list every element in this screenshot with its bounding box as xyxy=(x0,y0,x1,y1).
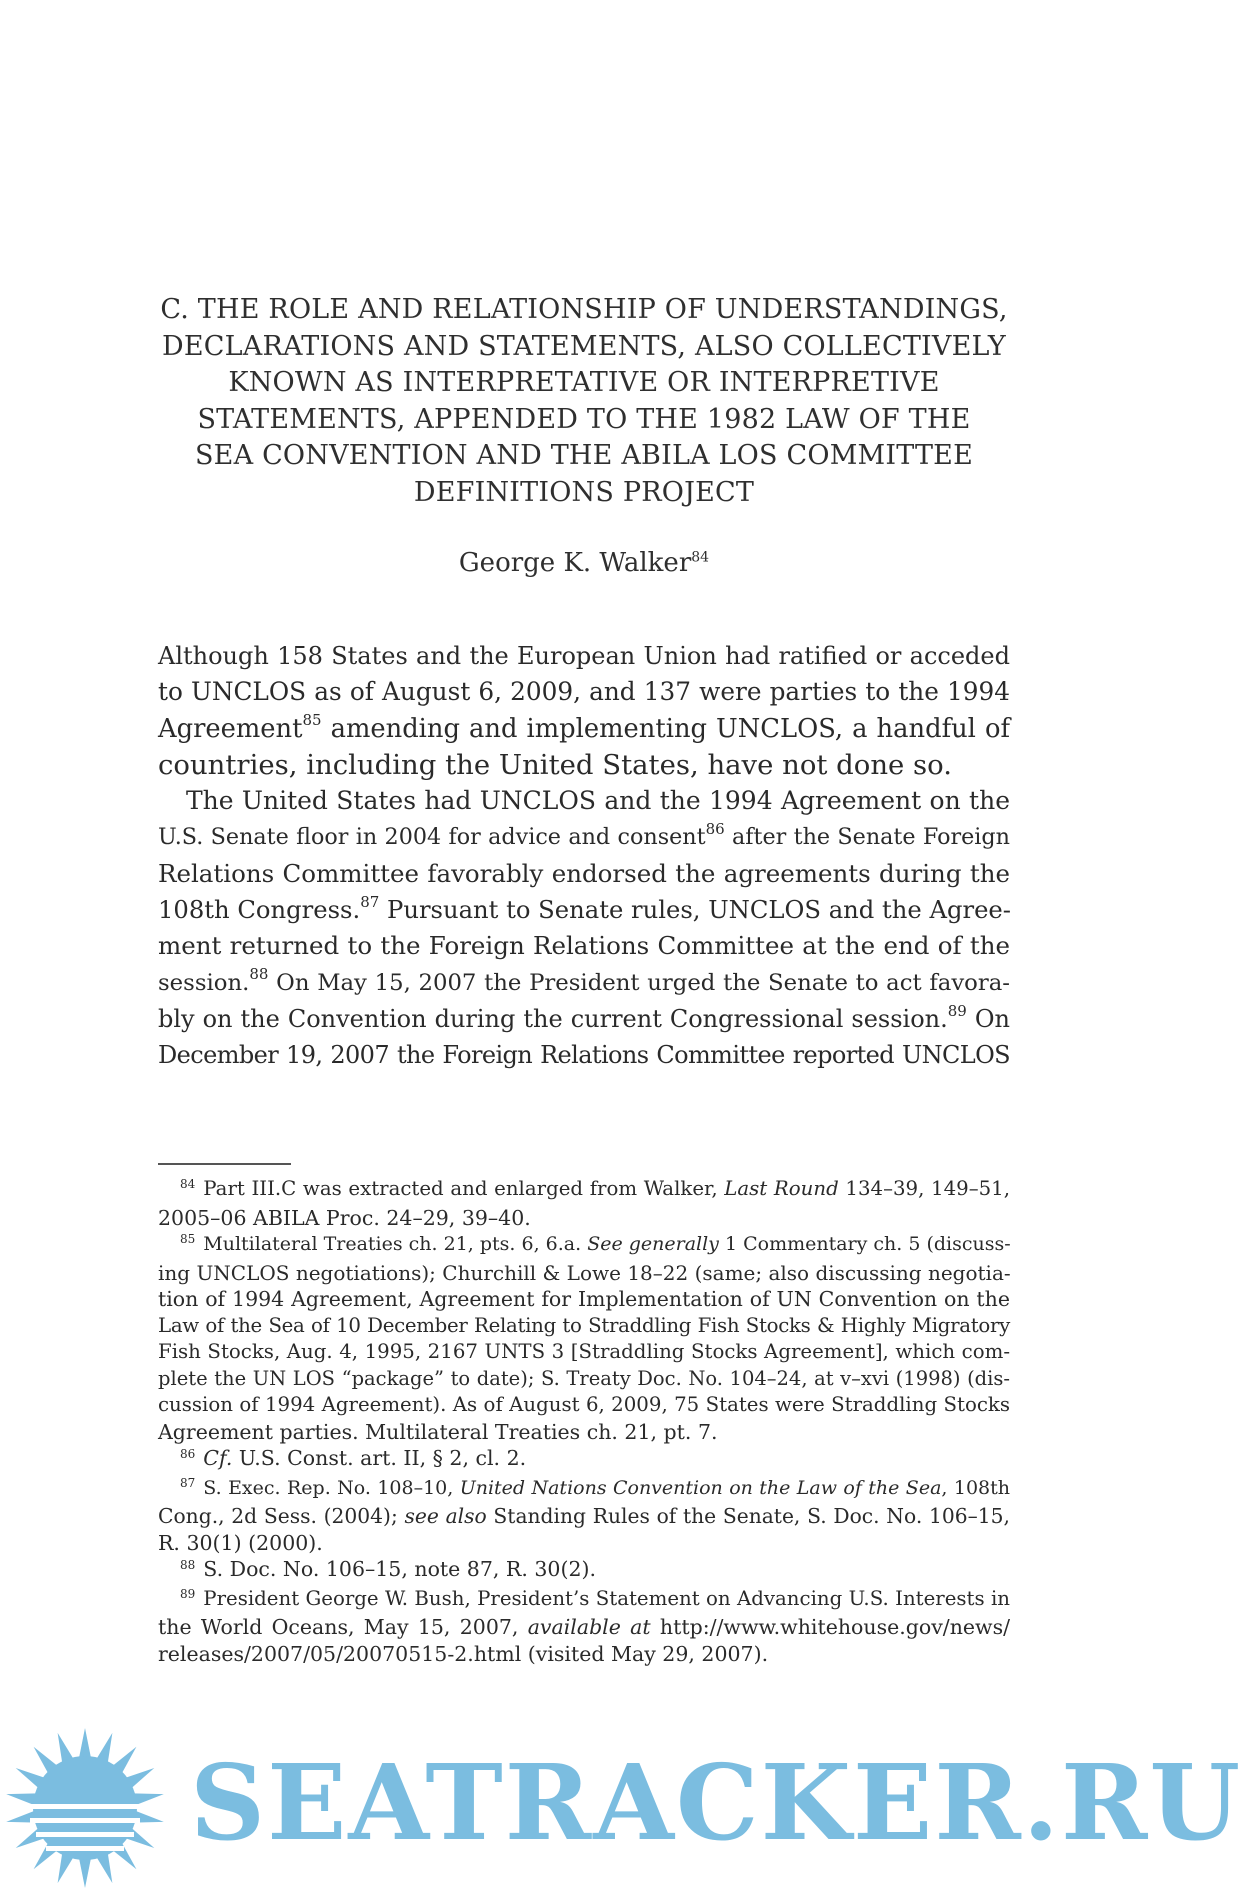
footnote-divider xyxy=(158,1163,291,1165)
text-line: Agreement$^{85}$ amending and implementing UNCLOS, a handful of xyxy=(158,711,1010,744)
footnote-89: $^{89}$ President George W. Bush, President’s Statement on Advancing U.S. Interests in the World Oceans, May 15, 2007, available at http://www.whitehouse.gov/news/ releases/2007/05/20070515-2.html (visited May 29, 2007). xyxy=(158,1586,1011,1666)
author-byline xyxy=(158,548,1010,578)
text-line: to UNCLOS as of August 6, 2009, and 137 were parties to the 1994 xyxy=(158,677,1010,707)
heading-line: STATEMENTS, APPENDED TO THE 1982 LAW OF THE xyxy=(197,403,971,435)
sun-logo-icon xyxy=(0,1700,200,1890)
text-line: session.$^{88}$ On May 15, 2007 the President urged the Senate to act favora- xyxy=(158,965,1010,996)
heading-line: DECLARATIONS AND STATEMENTS, ALSO COLLECTIVELY xyxy=(162,330,1006,362)
text-line: U.S. Senate floor in 2004 for advice and consent$^{86}$ after the Senate Foreign xyxy=(158,820,1011,851)
watermark xyxy=(0,1700,1260,1890)
footnote-number: 84 xyxy=(180,1177,196,1191)
text-line: Relations Committee favorably endorsed the agreements during the xyxy=(158,858,1010,888)
footnote-link[interactable]: http://www.whitehouse.gov/news/ xyxy=(650,1615,1011,1639)
text-line: Although 158 States and the European Union had ratified or acceded xyxy=(158,642,1010,670)
footnote-number: 87 xyxy=(180,1475,196,1490)
paragraph xyxy=(158,638,1010,783)
body-text xyxy=(158,638,1010,1074)
document-page xyxy=(158,0,1010,1890)
text-line: countries, including the United States, have not done so. xyxy=(158,748,952,781)
footnote-number: 85 xyxy=(180,1232,196,1246)
author-name: George K. Walker xyxy=(458,548,692,578)
footnote-ref[interactable]: 84 xyxy=(691,549,710,566)
text-line: 108th Congress.$^{87}$ Pursuant to Senate rules, UNCLOS and the Agree- xyxy=(158,893,1011,925)
footnote-ref[interactable]: 85 xyxy=(302,711,322,730)
footnotes xyxy=(158,1176,1010,1667)
footnote-number: 88 xyxy=(180,1558,196,1572)
footnote-number: 86 xyxy=(180,1447,196,1461)
footnote-85: $^{85}$ Multilateral Treaties ch. 21, pts. 6, 6.a. See generally 1 Commentary ch. 5 (discuss- ing UNCLOS negotiations); Churchill & Lowe 18–22 (same; also discussing negotia- tion of 1994 Agreement, Agreement for Implementation of UN Convention on the Law of the Sea of 10 December Relating to Straddling Fish Stocks & Highly Migratory Fish Stocks, Aug. 4, 1995, 2167 UNTS 3 [Straddling Stocks Agreement], which com- plete the UN LOS “package” to date); S. Treaty Doc. No. 104–24, at v–xvi (1998) (dis- cussion of 1994 Agreement). As of August 6, 2009, 75 States were Straddling Stocks Agreement parties. Multilateral Treaties ch. 21, pt. 7. xyxy=(158,1232,1011,1444)
watermark-text: SEATRACKER.RU xyxy=(190,1741,1243,1864)
footnote-88: $^{88}$ S. Doc. No. 106–15, note 87, R. 30(2). xyxy=(180,1557,597,1581)
text-line: ment returned to the Foreign Relations Committee at the end of the xyxy=(158,931,1010,961)
text-line: The United States had UNCLOS and the 1994 Agreement on the xyxy=(186,786,1010,816)
footnote-number: 89 xyxy=(180,1586,196,1601)
footnote-84: $^{84}$ Part III.C was extracted and enlarged from Walker, Last Round 134–39, 149–51, 2005–06 ABILA Proc. 24–29, 39–40. xyxy=(158,1177,1010,1230)
heading-line: DEFINITIONS PROJECT xyxy=(413,476,755,508)
text-line: December 19, 2007 the Foreign Relations Committee reported UNCLOS xyxy=(158,1041,1010,1070)
heading-line: SEA CONVENTION AND THE ABILA LOS COMMITTEE xyxy=(194,440,973,471)
text-line: bly on the Convention during the current Congressional session.$^{89}$ On xyxy=(158,1001,1011,1033)
heading-line: C. THE ROLE AND RELATIONSHIP OF UNDERSTANDINGS, xyxy=(160,294,1008,325)
footnote-86: $^{86}$ Cf. U.S. Const. art. II, § 2, cl. 2. xyxy=(180,1446,527,1470)
footnote-ref[interactable]: 88 xyxy=(249,965,269,984)
section-heading xyxy=(158,292,1010,511)
footnote-87: $^{87}$ S. Exec. Rep. No. 108–10, United Nations Convention on the Law of the Sea, 108th Cong., 2d Sess. (2004); see also Standing Rules of the Senate, S. Doc. No. 106–15, R. 30(1) (2000). xyxy=(158,1475,1010,1555)
footnote-ref[interactable]: 87 xyxy=(360,893,380,911)
footnote-ref[interactable]: 86 xyxy=(705,820,725,839)
paragraph xyxy=(158,783,1010,1073)
footnote-ref[interactable]: 89 xyxy=(947,1001,967,1020)
heading-line: KNOWN AS INTERPRETATIVE OR INTERPRETIVE xyxy=(228,367,940,398)
